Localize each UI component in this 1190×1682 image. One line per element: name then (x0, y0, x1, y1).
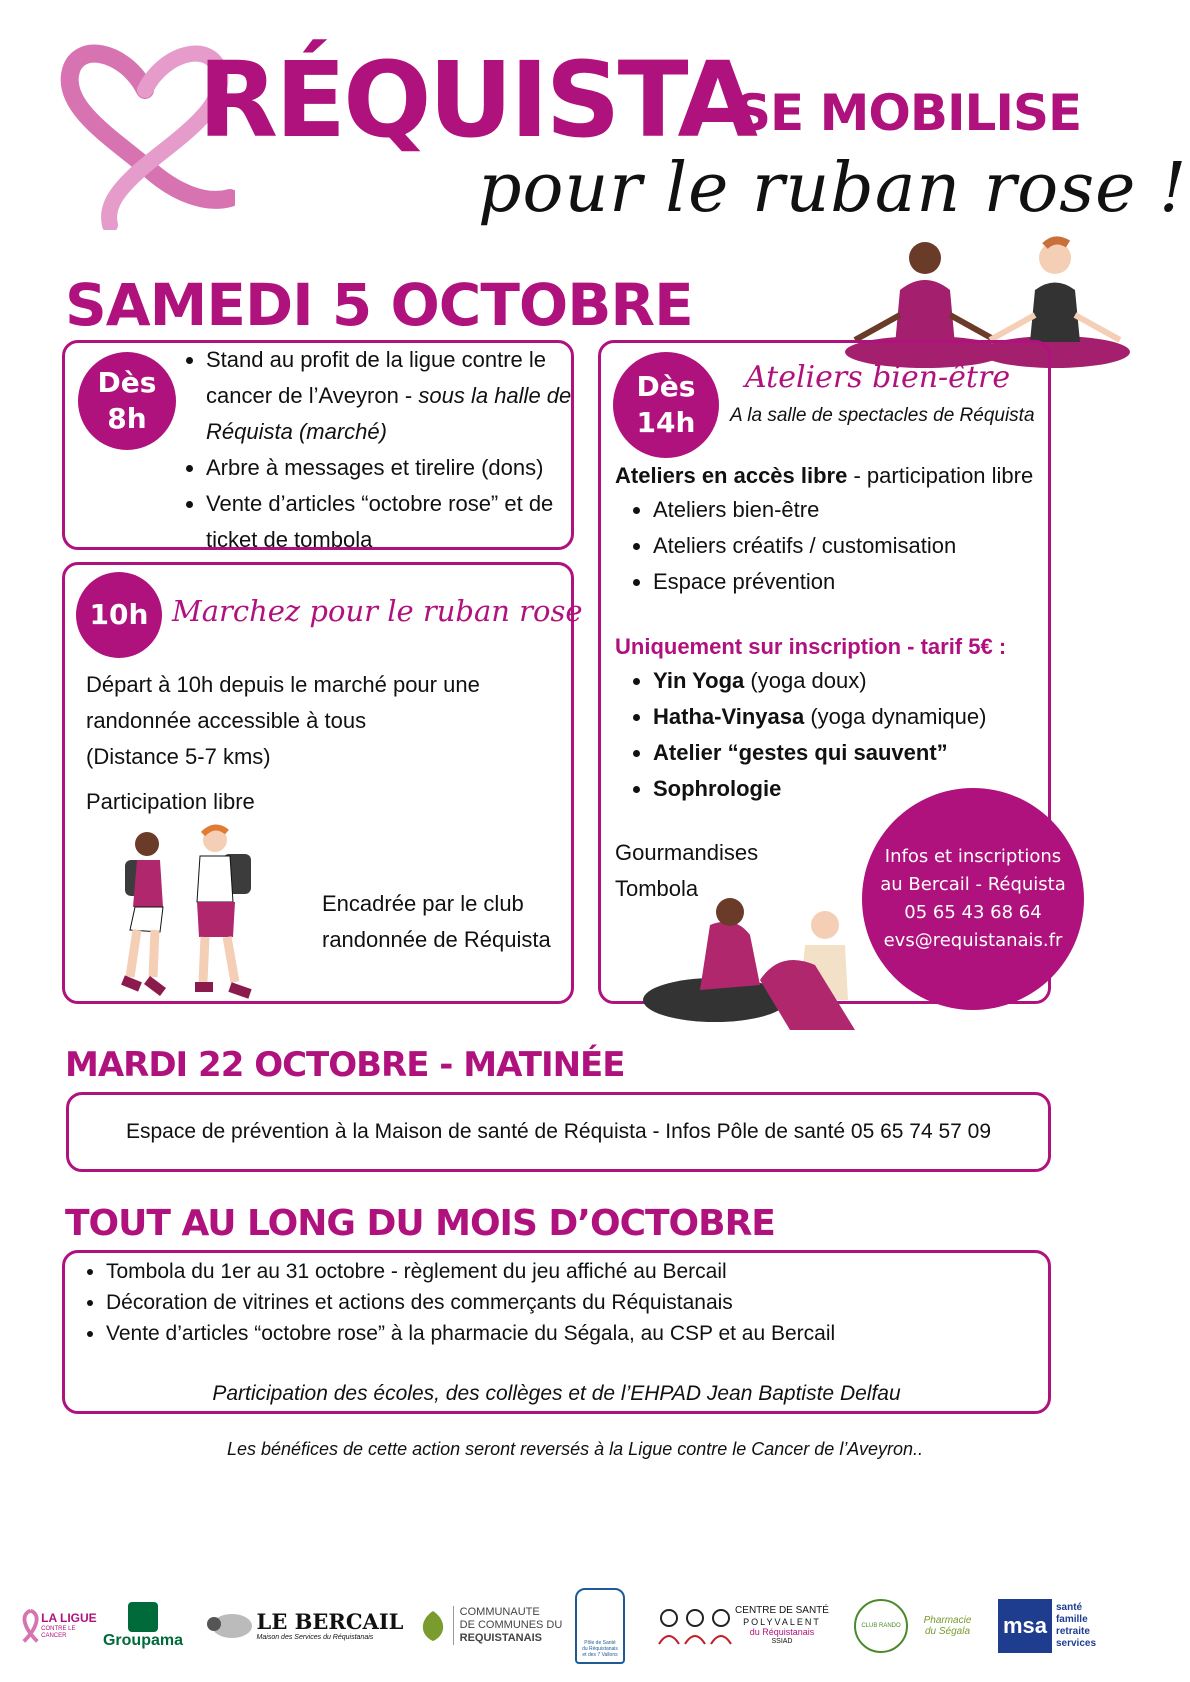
footer-note: Les bénéfices de cette action seront reversés à la Ligue contre le Cancer de l’Aveyron.. (226, 1439, 924, 1459)
logo-la-ligue: LA LIGUE CONTRE LE CANCER (20, 1583, 100, 1668)
logo-club-rando: CLUB RANDO (852, 1583, 910, 1668)
sheep-icon (202, 1606, 257, 1646)
ribbon-icon (20, 1606, 41, 1646)
script-subtitle: pour le ruban rose ! (478, 149, 1188, 228)
walk-participation: Participation libre (86, 789, 255, 814)
info-line1: Infos et inscriptions (884, 846, 1062, 868)
info-line2: au Bercail - Réquista (880, 874, 1066, 896)
paid-list (627, 663, 986, 807)
main-title: RÉQUISTA (198, 39, 755, 161)
logo-pharmacie: Pharmacie du Ségala (923, 1614, 972, 1637)
morning-list (180, 342, 591, 558)
massage-illustration (640, 890, 870, 1040)
ateliers-title: Ateliers bien-être (745, 360, 1011, 395)
logo-groupama: Groupama (98, 1583, 188, 1668)
leaf-icon (413, 1606, 453, 1646)
list-item: • Atelier “gestes qui sauvent” (653, 735, 986, 771)
free-heading: Ateliers en accès libre - participation libre (615, 463, 1034, 488)
badge-line2: 8h (107, 402, 147, 435)
list-item: • Ateliers bien-être (653, 492, 956, 528)
badge-line1: Dès (97, 365, 157, 399)
badge-line2: 14h (636, 406, 696, 439)
free-list (627, 492, 956, 600)
info-phone[interactable]: 05 65 43 68 64 (904, 902, 1042, 923)
badge-des-14h (613, 352, 719, 458)
list-item: • Yin Yoga (yoga doux) (653, 663, 986, 699)
list-item: • Ateliers créatifs / customisation (653, 528, 956, 564)
mois-note: Participation des écoles, des collèges et de l’EHPAD Jean Baptiste Delfau (212, 1382, 901, 1405)
list-item: • Décoration de vitrines et actions des commerçants du Réquistanais (106, 1287, 835, 1318)
extras: Gourmandises Tombola (615, 840, 759, 901)
badge-des-8h (78, 352, 176, 450)
people-icon (655, 1606, 735, 1646)
hikers-illustration (105, 822, 270, 1002)
mardi-text: Espace de prévention à la Maison de santé de Réquista - Infos Pôle de santé 05 65 74 57 09 (125, 1120, 992, 1143)
groupama-icon (128, 1602, 158, 1632)
mardi-heading: MARDI 22 OCTOBRE - MATINÉE (65, 1045, 625, 1085)
walk-description: Départ à 10h depuis le marché pour une randonnée accessible à tous (Distance 5-7 kms) (86, 672, 480, 769)
samedi-heading: SAMEDI 5 OCTOBRE (65, 271, 693, 339)
list-item: • Espace prévention (653, 564, 956, 600)
walk-club: Encadrée par le club randonnée de Réquista (322, 891, 551, 952)
ateliers-location: A la salle de spectacles de Réquista (730, 405, 1035, 426)
paid-heading: Uniquement sur inscription - tarif 5€ : (615, 634, 1007, 659)
list-item: • Tombola du 1er au 31 octobre - règlement du jeu affiché au Bercail (106, 1256, 835, 1287)
list-item: • Arbre à messages et tirelire (dons) (206, 450, 591, 486)
partner-logos (20, 1583, 1170, 1668)
logo-le-bercail: LE BERCAIL Maison des Services du Réquistanais (195, 1583, 410, 1668)
mois-list (80, 1256, 835, 1349)
logo-msa: msa santé famille retraite services (992, 1583, 1102, 1668)
logo-csp: CENTRE DE SANTÉ POLYVALENT du Réquistanais SSIAD (632, 1583, 852, 1668)
info-circle (862, 788, 1084, 1010)
mois-heading: TOUT AU LONG DU MOIS D’OCTOBRE (65, 1203, 775, 1244)
list-item: • Vente d’articles “octobre rose” à la pharmacie du Ségala, au CSP et au Bercail (106, 1318, 835, 1349)
list-item: • Hatha-Vinyasa (yoga dynamique) (653, 699, 986, 735)
list-item: • Sophrologie (653, 771, 986, 807)
logo-communaute: COMMUNAUTE DE COMMUNES DU REQUISTANAIS (410, 1583, 565, 1668)
badge-10h: 10h (76, 572, 162, 658)
logo-pole-sante: Pôle de Santé du Réquistanais et des 7 Vallons (572, 1583, 628, 1668)
list-item: • Stand au profit de la ligue contre le cancer de l’Aveyron - sous la halle de Réquista (marché) (206, 342, 591, 450)
walk-title: Marchez pour le ruban rose (172, 594, 583, 628)
badge-line1: Dès (636, 369, 696, 403)
title-side: SE MOBILISE (735, 84, 1082, 142)
info-email[interactable]: evs@requistanais.fr (883, 929, 1063, 951)
list-item: • Vente d’articles “octobre rose” et de ticket de tombola (206, 486, 591, 558)
